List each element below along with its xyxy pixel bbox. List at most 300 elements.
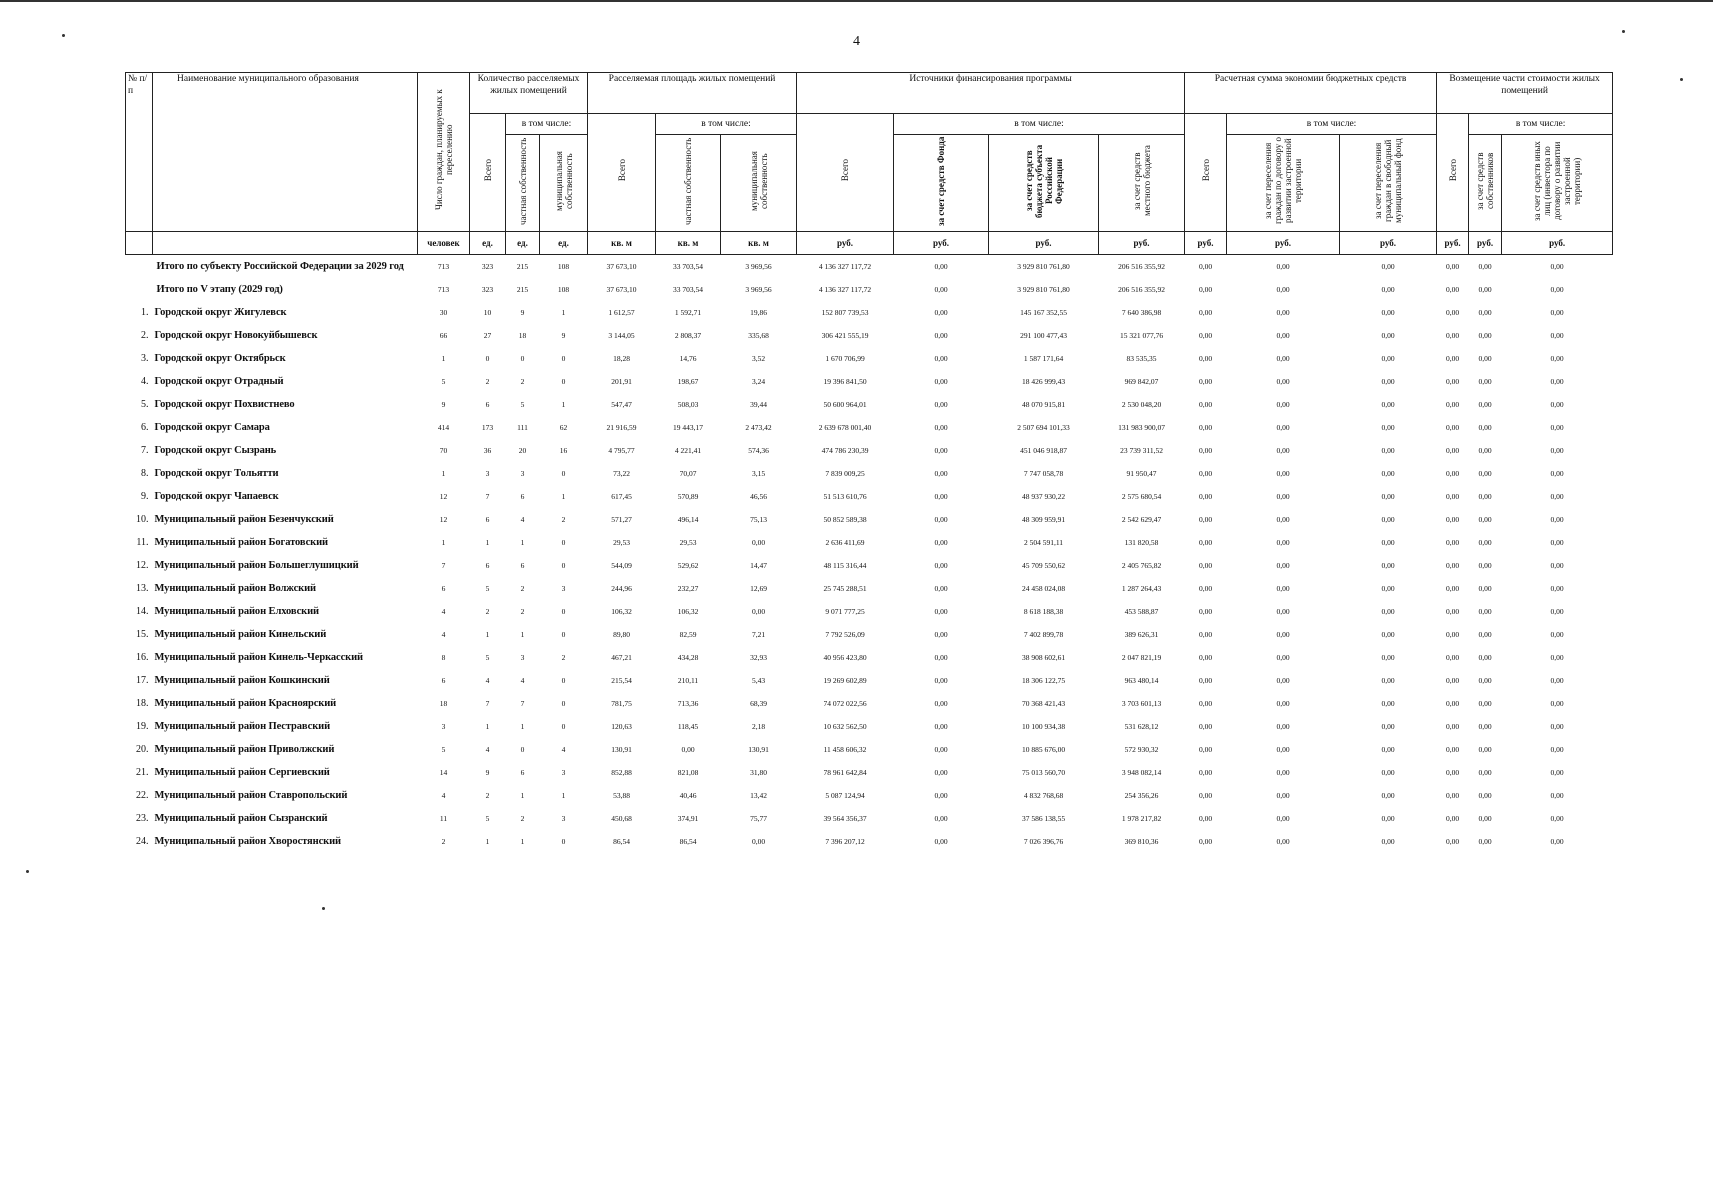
row-value: 6 <box>485 400 490 409</box>
row-name: Муниципальный район Большеглушицкий <box>154 560 359 571</box>
row-value: 323 <box>481 285 494 294</box>
row-value: 40,46 <box>679 791 697 800</box>
row-value: 0,00 <box>1446 423 1460 432</box>
row-value: 0 <box>561 538 566 547</box>
row-value: 19,86 <box>750 308 767 317</box>
row-value: 3 <box>561 584 566 593</box>
row-value: 45 709 550,62 <box>1021 561 1066 570</box>
row-value: 2 808,37 <box>674 331 702 340</box>
row-value: 7 396 207,12 <box>825 837 865 846</box>
header-count-total-text: Всего <box>482 159 493 182</box>
row-value: 0,00 <box>1276 446 1290 455</box>
row-value: 570,89 <box>677 492 699 501</box>
row-value: 0,00 <box>1550 584 1564 593</box>
row-value: 4 221,41 <box>674 446 702 455</box>
row-value: 5,43 <box>751 676 766 685</box>
row-value: 0,00 <box>1550 538 1564 547</box>
row-value: 0,00 <box>1478 446 1492 455</box>
row-value: 389 626,31 <box>1124 630 1159 639</box>
row-value: 0,00 <box>1550 377 1564 386</box>
table-row <box>126 554 1613 577</box>
row-value: 414 <box>437 423 450 432</box>
row-value: 0,00 <box>1550 331 1564 340</box>
table-row <box>126 577 1613 600</box>
row-name: Муниципальный район Елховский <box>154 606 319 617</box>
row-value: 0,00 <box>1446 653 1460 662</box>
row-value: 1 <box>520 837 525 846</box>
row-number: 22. <box>136 790 149 801</box>
row-value: 68,39 <box>750 699 767 708</box>
header-comp-investors <box>1502 135 1613 232</box>
row-value: 0,00 <box>1198 791 1213 800</box>
row-value: 48 309 959,91 <box>1021 515 1066 524</box>
row-value: 111 <box>517 423 528 432</box>
resettlement-table <box>125 72 1613 853</box>
row-value: 2 <box>520 814 525 823</box>
row-value: 11 458 606,32 <box>823 745 867 754</box>
row-value: 30 <box>439 308 448 317</box>
row-value: 574,36 <box>748 446 769 455</box>
row-value: 75,13 <box>750 515 767 524</box>
row-value: 74 072 022,56 <box>823 699 867 708</box>
row-value: 5 087 124,94 <box>825 791 865 800</box>
row-value: 4 <box>485 676 490 685</box>
row-value: 0,00 <box>934 630 948 639</box>
row-value: 0,00 <box>1446 492 1460 501</box>
row-value: 0,00 <box>1198 722 1213 731</box>
unit-cell: кв. м <box>721 232 797 255</box>
row-value: 0,00 <box>1446 630 1460 639</box>
row-number: 6. <box>141 422 149 433</box>
row-value: 2,18 <box>751 722 766 731</box>
scan-speck <box>26 870 29 873</box>
row-value: 0,00 <box>934 768 948 777</box>
row-value: 374,91 <box>677 814 699 823</box>
row-value: 0,00 <box>1550 492 1564 501</box>
row-value: 2 <box>520 584 525 593</box>
row-value: 206 516 355,92 <box>1099 255 1185 279</box>
row-value: 152 807 739,53 <box>821 308 869 317</box>
row-name: Муниципальный район Сергиевский <box>154 767 330 778</box>
row-value: 131 983 900,07 <box>1118 423 1165 432</box>
row-number <box>126 255 153 279</box>
row-value: 27 <box>483 331 492 340</box>
header-people-text: Число граждан, планируемых к переселению <box>433 89 454 211</box>
row-value: 7 <box>441 561 446 570</box>
row-value: 0,00 <box>1478 377 1492 386</box>
row-value: 25 745 288,51 <box>823 584 867 593</box>
row-value: 0,00 <box>1381 469 1395 478</box>
header-local-budget-text: за счет средств местного бюджета <box>1131 145 1152 217</box>
row-value: 0,00 <box>1198 285 1213 294</box>
row-value: 145 167 352,55 <box>1020 308 1067 317</box>
row-value: 9 <box>561 331 566 340</box>
row-value: 0,00 <box>1381 515 1395 524</box>
row-value: 4 <box>485 745 490 754</box>
row-value: 0,00 <box>1198 584 1213 593</box>
row-value: 0,00 <box>1446 837 1460 846</box>
row-value: 39 564 356,37 <box>823 814 867 823</box>
row-value: 2 <box>485 791 490 800</box>
row-value: 0,00 <box>1478 607 1492 616</box>
row-value: 3,52 <box>751 354 766 363</box>
row-value: 8 618 188,38 <box>1023 607 1064 616</box>
row-value: 120,63 <box>611 722 632 731</box>
row-name: Муниципальный район Кинельский <box>154 629 327 640</box>
row-name: Городской округ Новокуйбышевск <box>154 330 318 341</box>
row-value: 12 <box>439 515 448 524</box>
row-value: 7 402 899,78 <box>1023 630 1064 639</box>
row-value: 0,00 <box>934 561 948 570</box>
row-value: 50 600 964,01 <box>823 400 867 409</box>
row-value: 0,00 <box>1478 423 1492 432</box>
row-value: 18 <box>518 331 527 340</box>
row-value: 0 <box>520 354 525 363</box>
row-value: 210,11 <box>677 676 699 685</box>
row-value: 7 <box>520 699 525 708</box>
row-value: 0,00 <box>1550 561 1564 570</box>
row-value: 0,00 <box>751 837 766 846</box>
row-value: 31,80 <box>750 768 767 777</box>
row-value: 0,00 <box>1198 515 1213 524</box>
unit-cell: ед. <box>470 232 506 255</box>
row-number: 23. <box>136 813 149 824</box>
row-value: 0,00 <box>1478 492 1492 501</box>
row-value: 0,00 <box>934 699 948 708</box>
header-area-private <box>656 135 721 232</box>
row-name: Городской округ Тольятти <box>154 468 279 479</box>
table-row <box>126 531 1613 554</box>
row-value: 1 <box>441 354 446 363</box>
row-value: 3 <box>561 814 566 823</box>
row-value: 0,00 <box>1446 722 1460 731</box>
row-value: 198,67 <box>677 377 699 386</box>
row-value: 2 <box>561 515 566 524</box>
row-number: 3. <box>141 353 149 364</box>
row-value: 82,59 <box>679 630 697 639</box>
row-value: 12,69 <box>750 584 767 593</box>
row-value: 48 937 930,22 <box>1021 492 1066 501</box>
row-value: 0,00 <box>751 607 766 616</box>
row-value: 0,00 <box>1446 791 1460 800</box>
row-value: 18 <box>439 699 448 708</box>
row-value: 5 <box>485 653 490 662</box>
row-value: 1 <box>485 538 490 547</box>
row-value: 3 929 810 761,80 <box>1017 285 1070 294</box>
row-value: 48 070 915,81 <box>1021 400 1066 409</box>
row-value: 0,00 <box>1276 515 1290 524</box>
row-value: 83 535,35 <box>1126 354 1157 363</box>
row-value: 0,00 <box>1340 255 1437 279</box>
row-value: 37 586 138,55 <box>1021 814 1066 823</box>
row-value: 0 <box>561 377 566 386</box>
row-value: 0,00 <box>1276 377 1290 386</box>
table-row <box>126 692 1613 715</box>
row-number: 9. <box>141 491 149 502</box>
row-name: Итого по субъекту Российской Федерации за 2029 год <box>153 255 418 279</box>
row-value: 0,00 <box>1478 584 1492 593</box>
row-number: 10. <box>136 514 149 525</box>
row-value: 0,00 <box>1381 699 1395 708</box>
row-value: 0,00 <box>1198 446 1213 455</box>
row-value: 0,00 <box>1276 469 1290 478</box>
row-value: 0,00 <box>1198 814 1213 823</box>
row-value: 0 <box>485 354 490 363</box>
row-value: 51 513 610,76 <box>823 492 867 501</box>
row-value: 173 <box>481 423 494 432</box>
header-economy-in: в том числе: <box>1227 114 1437 135</box>
row-value: 0,00 <box>1446 768 1460 777</box>
row-value: 0,00 <box>1381 837 1395 846</box>
row-value: 62 <box>559 423 568 432</box>
row-value: 0,00 <box>1478 814 1492 823</box>
row-name: Городской округ Похвистнево <box>154 399 295 410</box>
row-value: 0,00 <box>934 745 948 754</box>
row-value: 0,00 <box>1381 607 1395 616</box>
row-value: 0,00 <box>934 584 948 593</box>
header-count-private-text: частная собственность <box>517 137 528 225</box>
row-value: 9 <box>441 400 446 409</box>
row-value: 0,00 <box>1446 377 1460 386</box>
row-value: 10 <box>483 308 492 317</box>
row-value: 529,62 <box>677 561 699 570</box>
row-value: 0,00 <box>1478 354 1492 363</box>
header-local-budget <box>1099 135 1185 232</box>
header-area-municipal-text: муниципальная собственность <box>748 151 769 211</box>
row-value: 0,00 <box>1276 538 1290 547</box>
header-economy-total <box>1185 114 1227 232</box>
row-value: 4 832 768,68 <box>1023 791 1064 800</box>
row-value: 91 950,47 <box>1126 469 1157 478</box>
row-value: 0,00 <box>1550 814 1564 823</box>
row-value: 1 978 217,82 <box>1121 814 1162 823</box>
header-compensation-group: Возмещение части стоимости жилых помещений <box>1437 73 1613 114</box>
row-value: 1 <box>520 630 525 639</box>
row-value: 508,03 <box>677 400 699 409</box>
row-value: 0,00 <box>1550 630 1564 639</box>
row-value: 713,36 <box>677 699 699 708</box>
row-value: 0,00 <box>681 745 695 754</box>
scan-speck <box>322 907 325 910</box>
row-value: 0,00 <box>1478 630 1492 639</box>
row-value: 0,00 <box>934 653 948 662</box>
row-value: 0,00 <box>1478 837 1492 846</box>
row-value: 2 <box>561 653 566 662</box>
row-value: 0,00 <box>1276 423 1290 432</box>
row-value: 37 673,10 <box>606 285 637 294</box>
row-number: 2. <box>141 330 149 341</box>
row-value: 0,00 <box>1446 676 1460 685</box>
table-row <box>126 370 1613 393</box>
row-name: Муниципальный район Кошкинский <box>154 675 330 686</box>
row-value: 852,88 <box>611 768 632 777</box>
header-finance-total-text: Всего <box>840 159 851 182</box>
row-value: 15 321 077,76 <box>1119 331 1164 340</box>
row-value: 23 739 311,52 <box>1120 446 1163 455</box>
row-value: 7 640 386,98 <box>1121 308 1162 317</box>
row-value: 0,00 <box>1478 768 1492 777</box>
row-value: 0,00 <box>1276 584 1290 593</box>
row-value: 323 <box>470 255 506 279</box>
header-units-empty <box>126 232 153 255</box>
row-value: 0,00 <box>1276 791 1290 800</box>
row-value: 0,00 <box>1446 308 1460 317</box>
row-value: 0,00 <box>1446 607 1460 616</box>
row-value: 0,00 <box>1446 584 1460 593</box>
row-number: 17. <box>136 675 149 686</box>
row-value: 0,00 <box>1446 331 1460 340</box>
table-row <box>126 600 1613 623</box>
row-value: 108 <box>557 285 570 294</box>
row-value: 0,00 <box>1381 331 1395 340</box>
unit-cell: руб. <box>1227 232 1340 255</box>
unit-cell: руб. <box>797 232 894 255</box>
row-value: 335,68 <box>748 331 769 340</box>
row-number: 4. <box>141 376 149 387</box>
row-value: 130,91 <box>611 745 632 754</box>
row-value: 10 632 562,50 <box>823 722 867 731</box>
row-value: 0,00 <box>1198 469 1213 478</box>
row-value: 306 421 555,19 <box>821 331 869 340</box>
row-name: Городской округ Октябрьск <box>154 353 286 364</box>
row-value: 474 786 230,39 <box>821 446 869 455</box>
header-count-municipal-text: муниципальная собственность <box>553 151 574 211</box>
row-value: 10 100 934,38 <box>1021 722 1066 731</box>
row-value: 0,00 <box>1276 814 1290 823</box>
row-value: 0,00 <box>1198 561 1213 570</box>
row-value: 19 396 841,50 <box>823 377 867 386</box>
row-value: 9 071 777,25 <box>825 607 865 616</box>
row-value: 0,00 <box>1550 745 1564 754</box>
row-value: 16 <box>559 446 568 455</box>
row-value: 7 <box>485 699 490 708</box>
row-value: 232,27 <box>677 584 699 593</box>
row-value: 0,00 <box>1381 285 1395 294</box>
row-value: 11 <box>439 814 448 823</box>
row-value: 531 628,12 <box>1124 722 1159 731</box>
row-value: 39,44 <box>750 400 767 409</box>
header-count-municipal <box>540 135 588 232</box>
row-value: 781,75 <box>611 699 632 708</box>
row-value: 571,27 <box>611 515 632 524</box>
row-value: 0,00 <box>1478 308 1492 317</box>
row-value: 0,00 <box>1550 653 1564 662</box>
header-people <box>418 73 470 232</box>
row-value: 1 587 171,64 <box>1023 354 1064 363</box>
header-economy-free-text: за счет переселения граждан в свободный муниципальный фонд <box>1373 138 1404 224</box>
row-value: 0 <box>520 745 525 754</box>
header-count-total <box>470 114 506 232</box>
header-comp-investors-text: за счет средств иных лиц (инвестора по договору о развитии застроенной территории) <box>1532 141 1583 221</box>
header-finance-in: в том числе: <box>894 114 1185 135</box>
row-value: 118,45 <box>677 722 699 731</box>
row-value: 215 <box>516 285 529 294</box>
row-value: 0,00 <box>934 791 948 800</box>
row-value: 0,00 <box>1478 676 1492 685</box>
row-value: 4 <box>520 515 525 524</box>
table-row <box>126 623 1613 646</box>
row-value: 0,00 <box>1446 561 1460 570</box>
row-value: 2 <box>520 377 525 386</box>
row-name: Итого по V этапу (2029 год) <box>156 284 283 295</box>
row-value: 1 <box>485 722 490 731</box>
row-value: 86,54 <box>679 837 697 846</box>
row-value: 7 <box>485 492 490 501</box>
row-value: 0,00 <box>1381 584 1395 593</box>
row-number: 21. <box>136 767 149 778</box>
row-value: 70,07 <box>679 469 697 478</box>
row-value: 0,00 <box>1276 331 1290 340</box>
unit-cell: руб. <box>1469 232 1502 255</box>
header-count-in: в том числе: <box>506 114 588 135</box>
row-value: 453 588,87 <box>1124 607 1159 616</box>
row-value: 66 <box>439 331 448 340</box>
row-value: 467,21 <box>611 653 632 662</box>
row-number: 12. <box>136 560 149 571</box>
header-comp-owners <box>1469 135 1502 232</box>
row-value: 0,00 <box>1550 308 1564 317</box>
row-value: 2 <box>485 377 490 386</box>
row-value: 9 <box>485 768 490 777</box>
row-number: 18. <box>136 698 149 709</box>
row-value: 0,00 <box>1381 653 1395 662</box>
row-value: 0,00 <box>934 331 948 340</box>
unit-cell: руб. <box>1185 232 1227 255</box>
row-name: Муниципальный район Безенчукский <box>154 514 334 525</box>
row-value: 6 <box>520 492 525 501</box>
row-value: 1 592,71 <box>674 308 702 317</box>
row-value: 3 929 810 761,80 <box>989 255 1099 279</box>
row-number: 16. <box>136 652 149 663</box>
row-value: 0,00 <box>934 676 948 685</box>
row-value: 434,28 <box>677 653 699 662</box>
row-value: 0,00 <box>1381 377 1395 386</box>
row-value: 244,96 <box>611 584 632 593</box>
header-finance-group: Источники финансирования программы <box>797 73 1185 114</box>
row-value: 0,00 <box>1276 699 1290 708</box>
row-value: 3,15 <box>751 469 766 478</box>
header-fund <box>894 135 989 232</box>
row-value: 33 703,54 <box>656 255 721 279</box>
row-value: 1 <box>561 791 566 800</box>
header-area-group: Расселяемая площадь жилых помещений <box>588 73 797 114</box>
table-row <box>126 416 1613 439</box>
row-value: 1 <box>561 308 566 317</box>
row-value: 0,00 <box>1227 255 1340 279</box>
row-value: 0 <box>561 607 566 616</box>
row-value: 6 <box>485 515 490 524</box>
row-value: 713 <box>437 285 450 294</box>
row-value: 0 <box>561 722 566 731</box>
header-area-total <box>588 114 656 232</box>
row-value: 0,00 <box>934 308 948 317</box>
row-value: 46,56 <box>750 492 767 501</box>
row-value: 75,77 <box>750 814 767 823</box>
row-value: 75 013 560,70 <box>1021 768 1066 777</box>
unit-cell: руб. <box>894 232 989 255</box>
row-value: 86,54 <box>613 837 630 846</box>
row-value: 40 956 423,80 <box>823 653 867 662</box>
row-value: 1 612,57 <box>608 308 635 317</box>
row-value: 0,00 <box>1198 607 1213 616</box>
row-value: 131 820,58 <box>1124 538 1159 547</box>
row-value: 0,00 <box>1276 630 1290 639</box>
row-value: 0,00 <box>1198 745 1213 754</box>
page-number: 4 <box>853 34 860 49</box>
row-value: 13,42 <box>750 791 767 800</box>
row-name: Городской округ Отрадный <box>154 376 284 387</box>
row-value: 0,00 <box>1381 308 1395 317</box>
